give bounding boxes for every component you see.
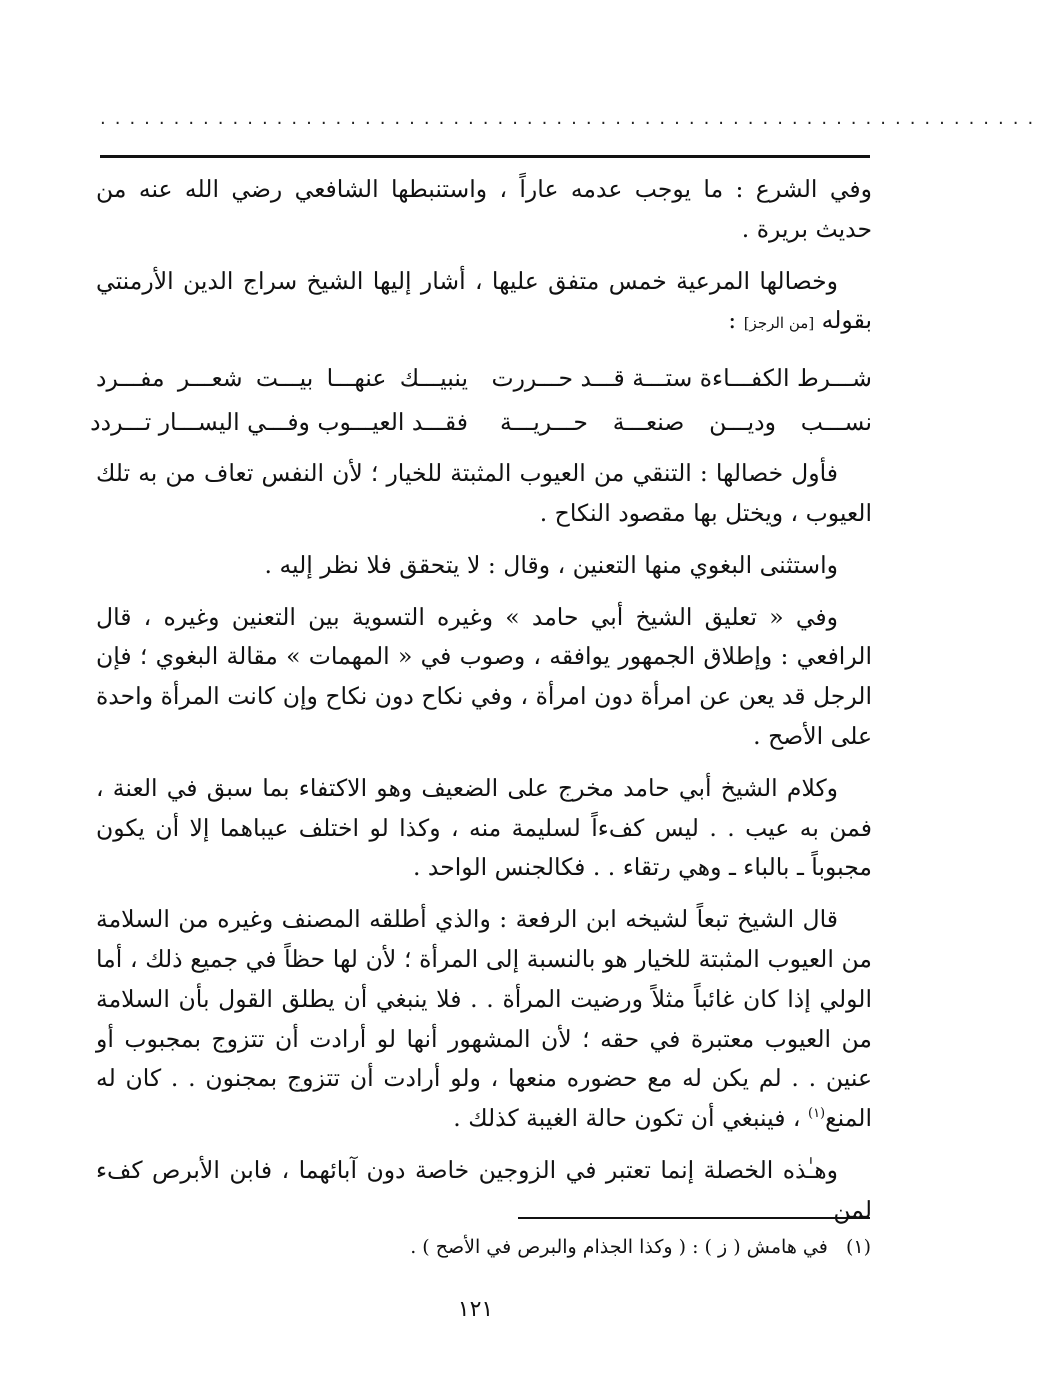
footnote-text: في هامش ( ز ) : ( وكذا الجذام والبرص في الأصح ) . <box>410 1236 828 1258</box>
paragraph-7 <box>96 900 872 1139</box>
paragraph-3: فأول خصالها : التنقي من العيوب المثبتة للخيار ؛ لأن النفس تعاف من به تلك العيوب ، ويختل بها مقصود النكاح . <box>96 459 872 527</box>
paragraph-2-text: وخصالها المرعية خمس متفق عليها ، أشار إليها الشيخ سراج الدين الأرمنتي بقوله <box>96 266 872 335</box>
poem-meter-label: [من الرجز] <box>743 314 815 333</box>
footnote-number: (١) <box>845 1236 871 1258</box>
paragraph-6: وكلام الشيخ أبي حامد مخرج على الضعيف وهو الاكتفاء بما سبق في العنة ، فمن به عيب . . ليس كفءاً لسليمة منه ، وكذا لو اختلف عيباهما إلا أن يكون مجبوباً ـ بالباء ـ وهي رتقاء . . فكالجنس الواحد . <box>96 773 872 882</box>
header-rule <box>100 155 870 158</box>
poem-verse <box>90 400 872 444</box>
main-text <box>90 170 872 1243</box>
footnote-rule <box>518 1217 870 1219</box>
paragraph-7-text-b: ، فينبغي أن تكون حالة الغيبة كذلك . <box>453 1104 808 1133</box>
verse-first-hemistich: شـــرط الكفـــاءة ستـــة قـــد حـــررت <box>491 364 872 393</box>
paragraph-2-colon: : <box>728 306 744 335</box>
poem <box>90 356 872 444</box>
verse-second-hemistich: ينبيـــك عنهـــا بيـــت شعـــر مفـــرد <box>96 364 468 393</box>
verse-first-hemistich: نســـب وديـــن صنعـــة حـــريـــة <box>500 408 872 437</box>
paragraph-5: وفي « تعليق الشيخ أبي حامد » وغيره التسوية بين التعنين وغيره ، قال الرافعي : وإطلاق الجمهور يوافقه ، وصوب في « المهمات » مقالة البغوي ؛ فإن الرجل قد يعن عن امرأة دون امرأة ، وفي نكاح دون نكاح وإن كانت المرأة واحدة على الأصح . <box>96 602 872 750</box>
verse-second-hemistich: فقـــد العيـــوب وفـــي اليســـار تـــردد <box>90 408 468 437</box>
paragraph-7-text-a: قال الشيخ تبعاً لشيخه ابن الرفعة : والذي أطلقه المصنف وغيره من السلامة من العيوب المثبتة للخيار هو بالنسبة إلى المرأة ؛ لأن لها حظاً في جميع ذلك ، أما الولي إذا كان غائباً مثلاً ورضيت المرأة . . فلا ينبغي أن يطلق القول بأن السلامة من العيوب معتبرة في حقه ؛ لأن المشهور أنها لو أرادت أن تتزوج بمجبوب أو عنين . . لم يكن له مع حضوره منعها ، ولو أرادت أن تتزوج بمجنون . . كان له المنع <box>96 905 872 1133</box>
paragraph-1: وفي الشرع : ما يوجب عدمه عاراً ، واستنبطها الشافعي رضي الله عنه من حديث بريرة . <box>96 175 872 243</box>
footnote-reference: (١) <box>807 1106 826 1122</box>
poem-verse <box>96 356 872 400</box>
paragraph-8: وهـٰذه الخصلة إنما تعتبر في الزوجين خاصة دون آبائهما ، فابن الأبرص كفء لمن <box>96 1155 872 1224</box>
paragraph-2 <box>96 262 872 345</box>
footnote <box>371 1232 871 1262</box>
paragraph-4: واستثنى البغوي منها التعنين ، وقال : لا يتحقق فلا نظر إليه . <box>264 550 838 579</box>
page-number: ١٢١ <box>457 1297 494 1322</box>
header-dot-leader: ................................................................ <box>100 108 1042 129</box>
